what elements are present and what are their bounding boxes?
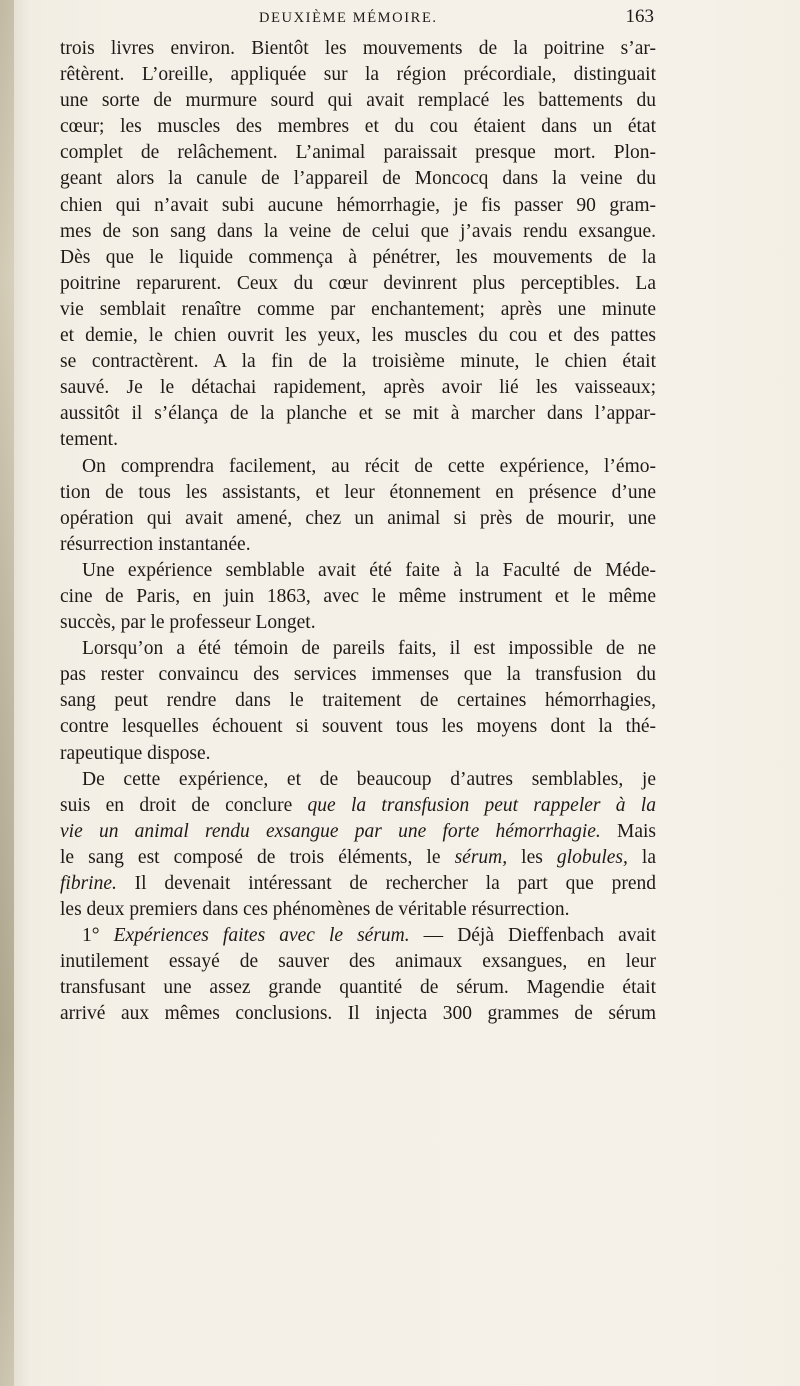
- text-run: — Déjà Dieffenbach avait: [409, 925, 656, 947]
- body-text: [60, 36, 656, 1028]
- italic-run: fibrine.: [60, 873, 117, 894]
- text-line: rêtèrent. L’oreille, appliquée sur la région précordiale, distinguait: [60, 64, 656, 86]
- text-line: arrivé aux mêmes conclusions. Il injecta 300 grammes de sérum: [60, 1003, 656, 1025]
- text-line: sang peut rendre dans le traitement de certaines hémorrhagies,: [60, 690, 656, 712]
- text-line: sauvé. Je le détachai rapidement, après avoir lié les vaisseaux;: [60, 377, 656, 399]
- text-line: cœur; les muscles des membres et du cou étaient dans un état: [60, 116, 656, 138]
- running-header: [259, 6, 654, 28]
- text-line: aussitôt il s’élança de la planche et se mit à marcher dans l’appar-: [60, 403, 656, 425]
- text-line: [60, 923, 656, 949]
- text-line: inutilement essayé de sauver des animaux exsangues, en leur: [60, 951, 656, 973]
- text-line: trois livres environ. Bientôt les mouvements de la poitrine s’ar-: [60, 38, 656, 59]
- page-gutter-shadow: [0, 0, 14, 1386]
- text-line: résurrection instantanée.: [60, 533, 251, 555]
- text-line: poitrine reparurent. Ceux du cœur devinrent plus perceptibles. La: [60, 272, 656, 294]
- text-line: les deux premiers dans ces phénomènes de véritable résurrection.: [60, 899, 570, 921]
- text-line: mes de son sang dans la veine de celui que j’avais rendu exsangue.: [60, 220, 656, 242]
- text-line: chien qui n’avait subi aucune hémorrhagie, je fis passer 90 gram-: [60, 194, 656, 216]
- text-line: De cette expérience, et de beaucoup d’autres semblables, je: [82, 768, 656, 790]
- text-line: [60, 819, 656, 845]
- text-line: geant alors la canule de l’appareil de Moncocq dans la veine du: [60, 168, 656, 190]
- text-line: opération qui avait amené, chez un animal si près de mourir, une: [60, 507, 656, 529]
- text-run: 1°: [82, 925, 114, 947]
- text-line: Une expérience semblable avait été faite à la Faculté de Méde-: [82, 559, 656, 581]
- text-run: Mais: [600, 820, 656, 842]
- text-run: la: [627, 846, 657, 868]
- text-line: cine de Paris, en juin 1863, avec le même instrument et le même: [60, 585, 656, 607]
- text-run: Il devenait intéressant de rechercher la part que prend: [116, 873, 656, 894]
- text-line: vie semblait renaître comme par enchantement; après une minute: [60, 298, 656, 320]
- text-line: tion de tous les assistants, et leur étonnement en présence d’une: [60, 481, 656, 503]
- text-run: suis en droit de conclure: [60, 794, 308, 816]
- text-line: [60, 845, 656, 871]
- italic-run: sérum,: [454, 846, 508, 868]
- text-line: contre lesquelles échouent si souvent tous les moyens dont la thé-: [60, 716, 656, 738]
- text-line: transfusant une assez grande quantité de sérum. Magendie était: [60, 977, 656, 999]
- italic-run: Expériences faites avec le sérum.: [113, 925, 410, 947]
- text-line: Lorsqu’on a été témoin de pareils faits, il est impossible de ne: [82, 638, 656, 660]
- text-line: tement.: [60, 429, 118, 451]
- italic-run: vie un animal rendu exsangue par une forte hémorrhagie.: [60, 820, 601, 842]
- text-line: rapeutique dispose.: [60, 742, 211, 764]
- text-run: les: [507, 846, 557, 868]
- page-number: 163: [625, 6, 654, 27]
- text-line: Dès que le liquide commença à pénétrer, les mouvements de la: [60, 246, 656, 268]
- text-line: succès, par le professeur Longet.: [60, 612, 316, 634]
- italic-run: globules,: [556, 846, 628, 868]
- text-line: [60, 871, 656, 897]
- text-line: se contractèrent. A la fin de la troisième minute, le chien était: [60, 351, 656, 373]
- italic-run: que la transfusion peut rappeler à la: [307, 794, 656, 816]
- text-line: On comprendra facilement, au récit de cette expérience, l’émo-: [82, 455, 656, 477]
- running-title: DEUXIÈME MÉMOIRE.: [259, 10, 438, 26]
- text-line: et demie, le chien ouvrit les yeux, les muscles du cou et des pattes: [60, 325, 656, 347]
- text-line: pas rester convaincu des services immenses que la transfusion du: [60, 664, 656, 686]
- text-line: une sorte de murmure sourd qui avait remplacé les battements du: [60, 90, 656, 112]
- text-run: le sang est composé de trois éléments, le: [60, 846, 455, 868]
- text-line: complet de relâchement. L’animal paraissait presque mort. Plon-: [60, 142, 656, 164]
- text-line: [60, 793, 656, 819]
